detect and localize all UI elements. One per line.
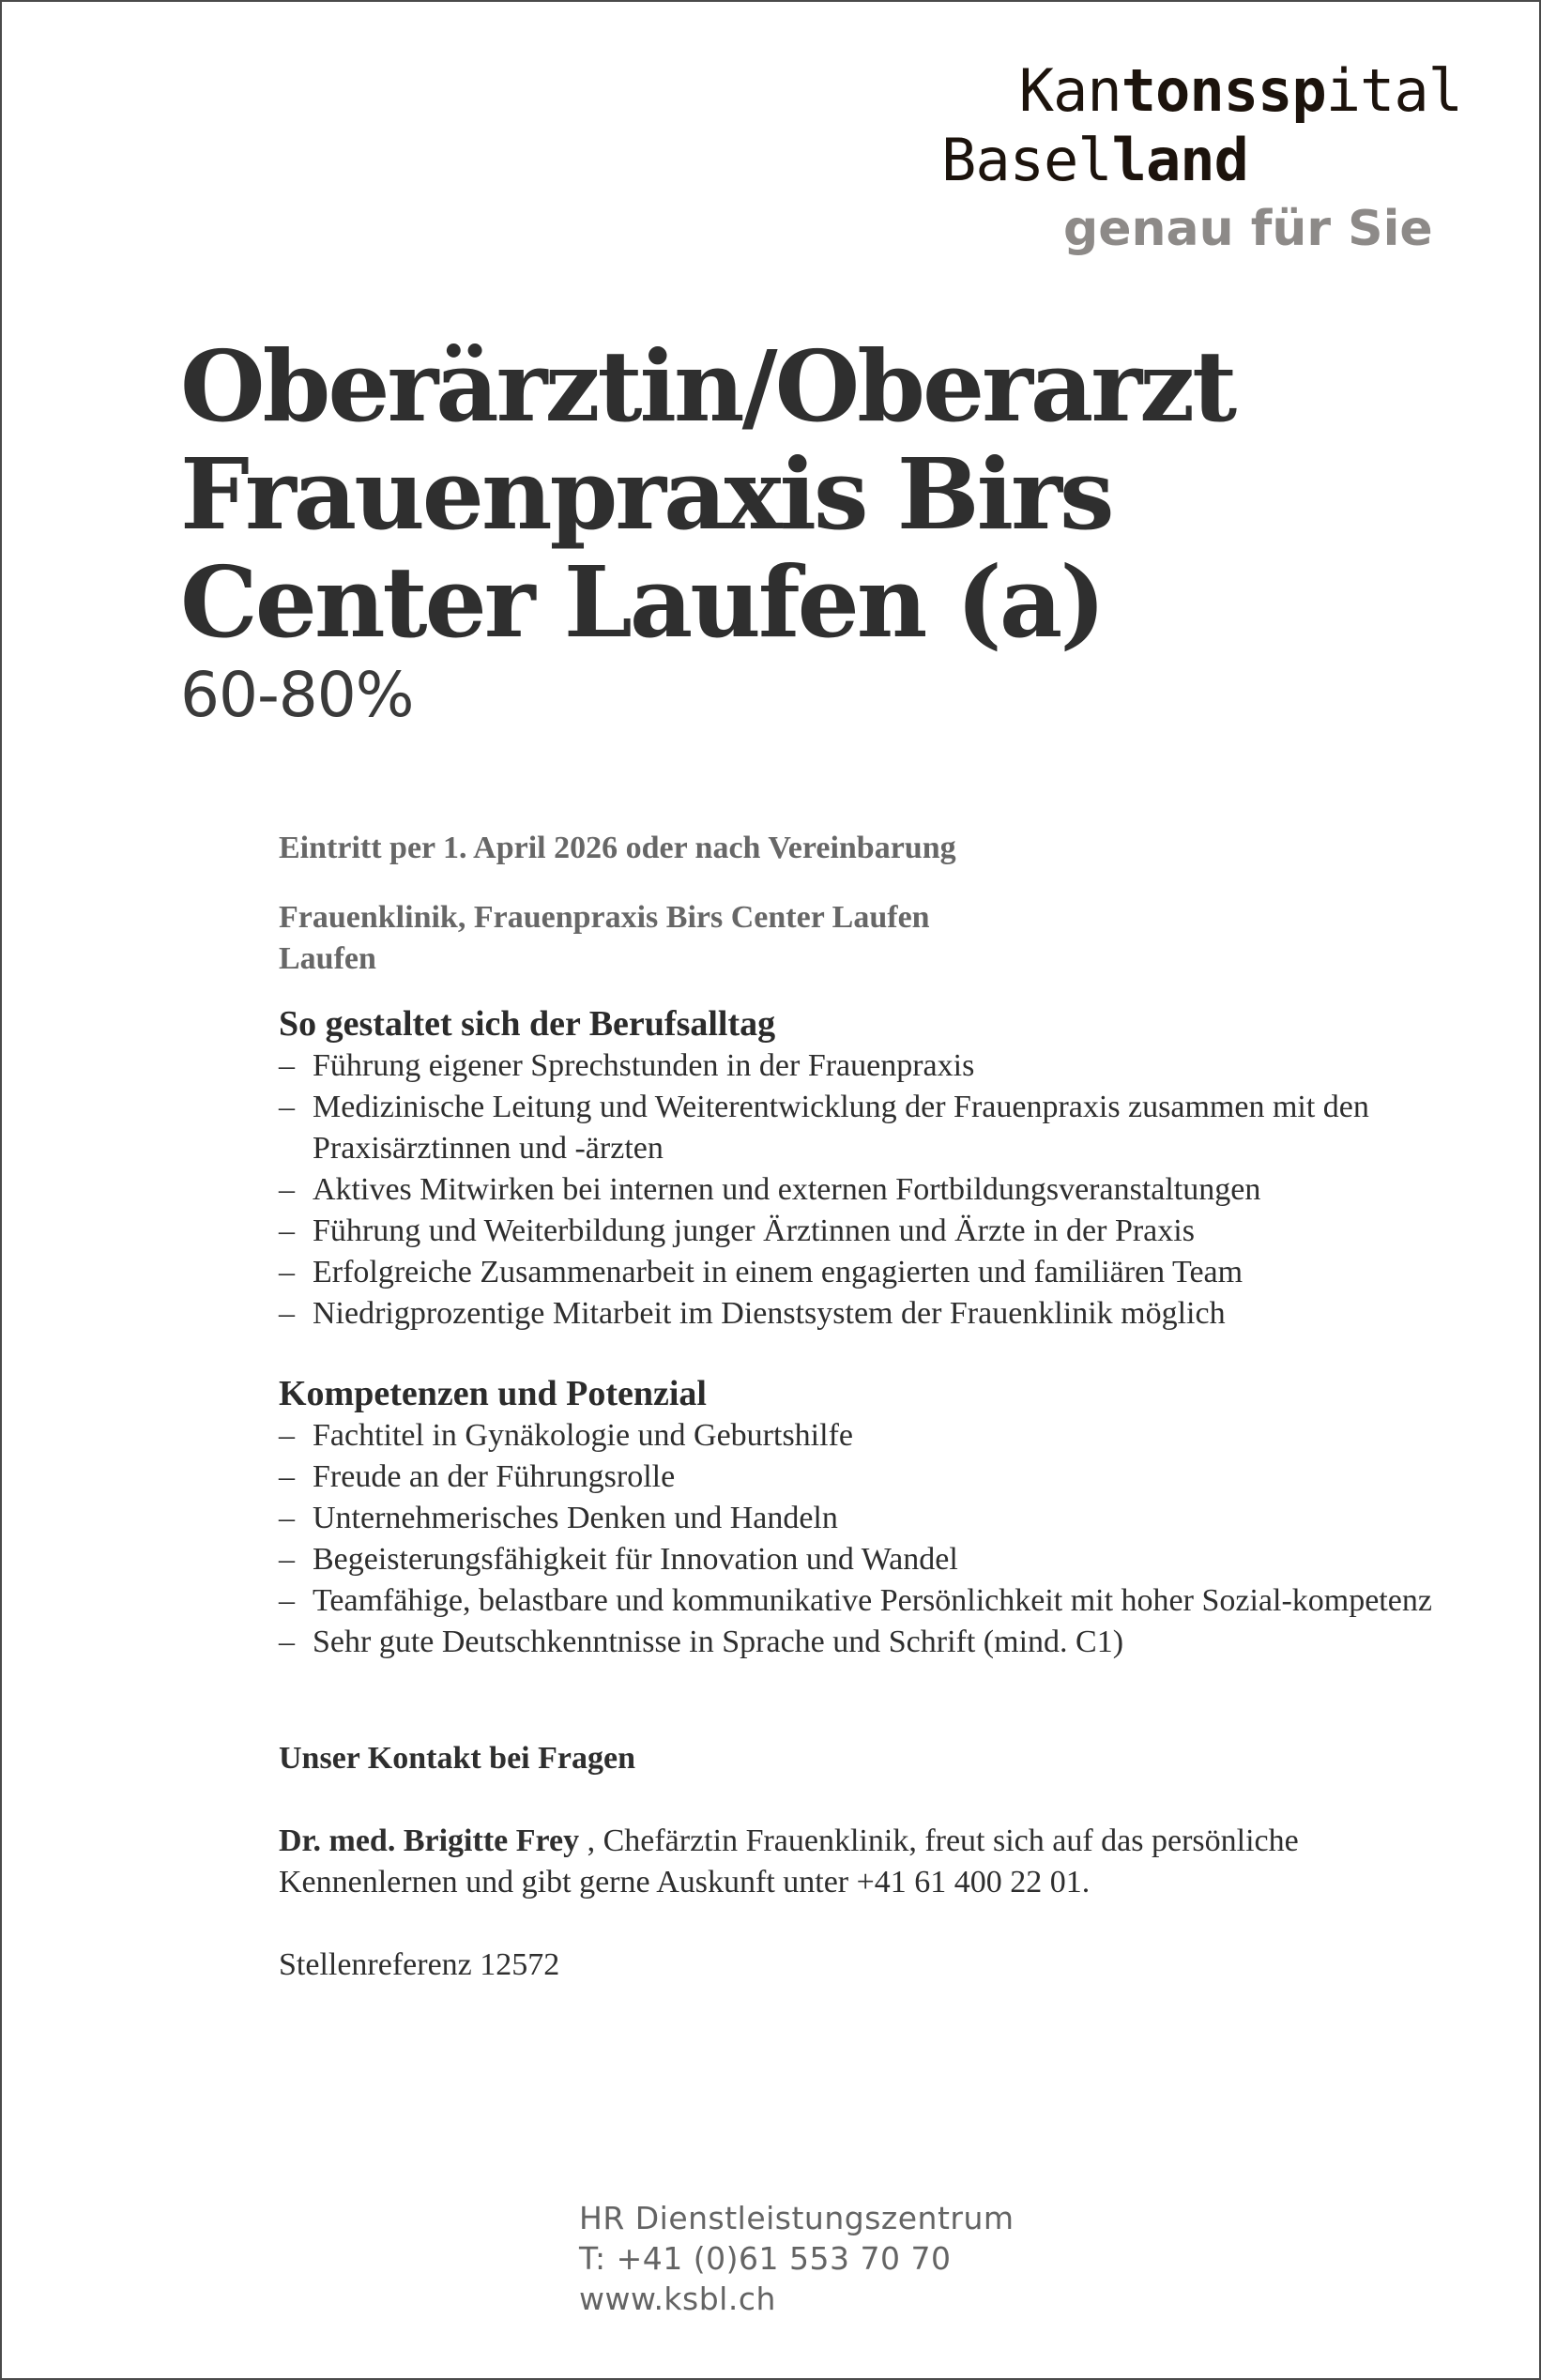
logo-wordmark-line1 [1018, 56, 1462, 125]
dash-bullet-icon: – [279, 1048, 295, 1083]
list-item [279, 1169, 1480, 1211]
section-competencies [279, 1372, 1480, 1663]
workload-percentage: 60-80% [180, 659, 414, 731]
job-description [279, 828, 1480, 1986]
logo-text-regular: Kan [1018, 56, 1121, 125]
start-date: Eintritt per 1. April 2026 oder nach Vereinbarung [279, 831, 956, 865]
task-list [279, 1045, 1480, 1335]
job-title-line: Oberärztin/Oberarzt [180, 328, 1235, 444]
job-reference: Stellenreferenz 12572 [279, 1947, 560, 1982]
list-item-text: Freude an der Führungsrolle [313, 1459, 676, 1494]
list-item [279, 1415, 1480, 1457]
job-title [180, 328, 1400, 660]
dash-bullet-icon: – [279, 1418, 295, 1453]
competency-list [279, 1415, 1480, 1663]
section-daily-work [279, 1002, 1480, 1335]
list-item [279, 1457, 1480, 1498]
logo-text-bold: tonss [1121, 56, 1292, 125]
list-item [279, 1539, 1480, 1580]
list-item-text: Aktives Mitwirken bei internen und externen Fortbildungsveranstaltungen [313, 1172, 1261, 1207]
dash-bullet-icon: – [279, 1459, 295, 1494]
dash-bullet-icon: – [279, 1255, 295, 1289]
location: Laufen [279, 941, 376, 976]
list-item-text: Niedrigprozentige Mitarbeit im Dienstsystem der Frauenklinik möglich [313, 1296, 1226, 1331]
dash-bullet-icon: – [279, 1172, 295, 1207]
contact-name: Dr. med. Brigitte Frey [279, 1823, 580, 1858]
logo-tagline: genau für Sie [1063, 201, 1433, 257]
list-item [279, 1087, 1480, 1169]
logo-text-regular: Basel [941, 126, 1112, 194]
dash-bullet-icon: – [279, 1583, 295, 1618]
footer-phone[interactable]: T: +41 (0)61 553 70 70 [579, 2240, 952, 2277]
list-item [279, 1252, 1480, 1293]
list-item-text: Teamfähige, belastbare und kommunikative Persönlichkeit mit hoher Sozial-kompetenz [313, 1583, 1432, 1618]
dash-bullet-icon: – [279, 1296, 295, 1331]
logo-text-regular-end: ital [1325, 56, 1462, 125]
list-item-text: Sehr gute Deutschkenntnisse in Sprache und Schrift (mind. C1) [313, 1625, 1124, 1659]
list-item-text: Unternehmerisches Denken und Handeln [313, 1501, 838, 1535]
list-item-text: Begeisterungsfähigkeit für Innovation und Wandel [313, 1542, 958, 1577]
list-item-text: Führung und Weiterbildung junger Ärztinnen und Ärzte in der Praxis [313, 1213, 1195, 1248]
job-title-block [180, 328, 1400, 733]
dash-bullet-icon: – [279, 1625, 295, 1659]
contact-paragraph [279, 1821, 1480, 1903]
dash-bullet-icon: – [279, 1542, 295, 1577]
contact-details: , Chefärztin Frauenklinik, freut sich auf das persönliche Kennenlernen und gibt gerne Auskunft unter +41 61 400 22 01. [279, 1823, 1299, 1899]
dash-bullet-icon: – [279, 1213, 295, 1248]
job-title-line: Frauenpraxis Birs [180, 436, 1112, 552]
list-item [279, 1580, 1480, 1622]
list-item [279, 1045, 1480, 1087]
list-item-text: Medizinische Leitung und Weiterentwicklung der Frauenpraxis zusammen mit den Praxisärztinnen und -ärzten [313, 1090, 1369, 1166]
job-title-line: Center Laufen (a) [180, 544, 1104, 660]
list-item [279, 1622, 1480, 1663]
logo-wordmark-line2 [941, 126, 1248, 194]
list-item [279, 1498, 1480, 1539]
logo-text-bold: land [1111, 126, 1248, 194]
footer-department: HR Dienstleistungszentrum [579, 2200, 1015, 2236]
department: Frauenklinik, Frauenpraxis Birs Center Laufen [279, 900, 930, 935]
list-item [279, 1211, 1480, 1252]
footer-website-link[interactable]: www.ksbl.ch [579, 2281, 776, 2317]
dash-bullet-icon: – [279, 1090, 295, 1124]
logo-text-bold-p: p [1291, 56, 1326, 125]
section-title: Kompetenzen und Potenzial [279, 1374, 707, 1413]
section-title: So gestaltet sich der Berufsalltag [279, 1004, 776, 1044]
dash-bullet-icon: – [279, 1501, 295, 1535]
list-item [279, 1293, 1480, 1335]
list-item-text: Erfolgreiche Zusammenarbeit in einem engagierten und familiären Team [313, 1255, 1243, 1289]
contact-heading: Unser Kontakt bei Fragen [279, 1741, 635, 1776]
footer-contact [579, 2198, 1015, 2319]
list-item-text: Fachtitel in Gynäkologie und Geburtshilfe [313, 1418, 853, 1453]
list-item-text: Führung eigener Sprechstunden in der Frauenpraxis [313, 1048, 975, 1083]
